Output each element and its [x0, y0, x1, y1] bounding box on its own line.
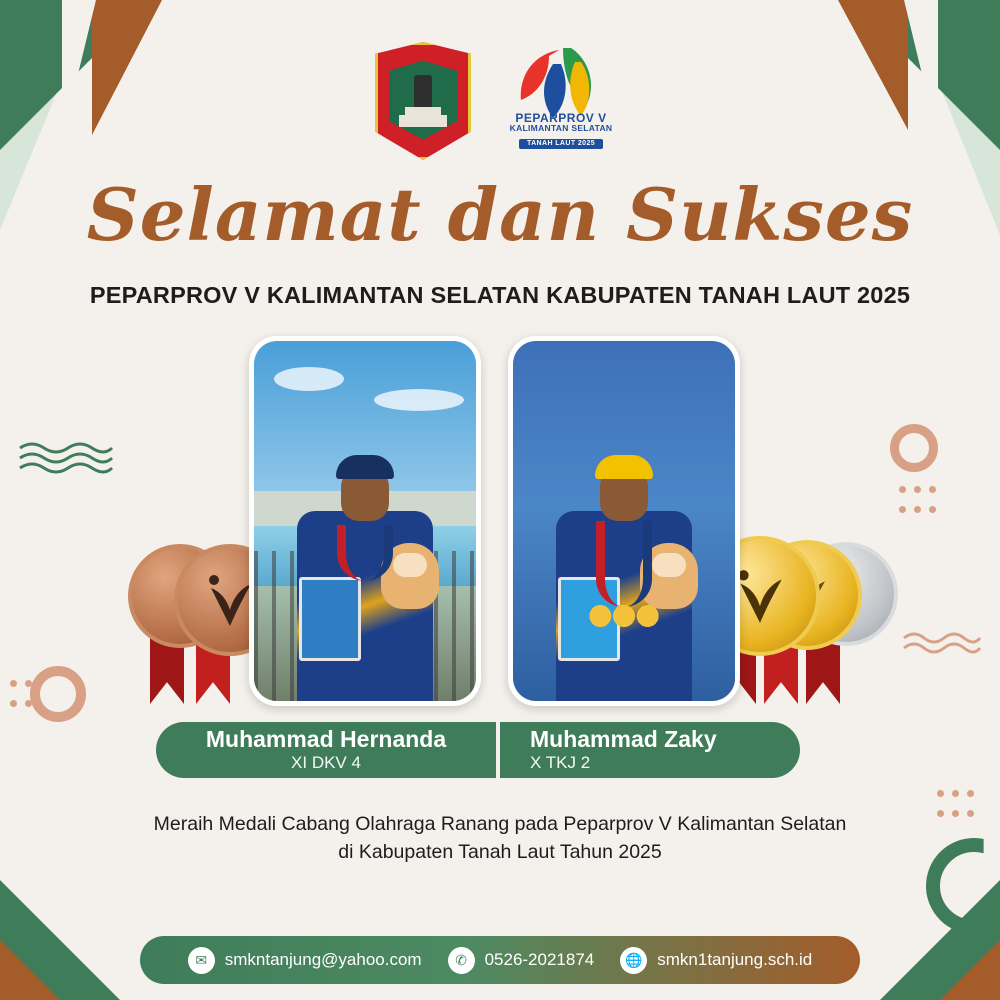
contact-website-text: smkn1tanjung.sch.id: [657, 950, 813, 969]
dot-grid-top-right: [895, 482, 940, 522]
phone-icon: ✆: [448, 947, 475, 974]
description-line-1: Meraih Medali Cabang Olahraga Ranang pada Peparprov V Kalimantan Selatan: [153, 813, 847, 835]
athlete-2-class: X TKJ 2: [530, 753, 591, 773]
contact-phone-text: 0526-2021874: [484, 950, 595, 969]
ring-motif-top-right: [890, 424, 938, 472]
description-line-2: di Kabupaten Tanah Laut Tahun 2025: [338, 841, 662, 864]
envelope-icon: ✉: [188, 947, 215, 974]
globe-icon: 🌐: [620, 947, 647, 974]
paralympic-medal-emblem-gold-icon: [732, 565, 788, 627]
event-subtitle: PEPARPROV V KALIMANTAN SELATAN KABUPATEN TANAH LAUT 2025: [89, 282, 911, 308]
achievement-description: [60, 810, 940, 867]
decor-bottom-right-brown: [940, 940, 1000, 1000]
contact-email-text: smkntanjung@yahoo.com: [224, 950, 422, 969]
athlete-photo-1: [249, 336, 481, 706]
athlete-1-class: XI DKV 4: [291, 753, 361, 773]
dot-grid-bottom-left: [6, 676, 36, 716]
athlete-name-plate-2: [500, 722, 800, 778]
ring-motif-bottom-left: [30, 666, 86, 722]
logo-peparprov-icon: [497, 42, 625, 160]
decor-bottom-left-green: [0, 880, 120, 1000]
decor-bottom-left-brown: [0, 940, 60, 1000]
contact-phone[interactable]: [448, 947, 595, 974]
peparprov-line2: KALIMANTAN SELATAN: [509, 123, 613, 134]
logo-row: [0, 42, 1000, 160]
peparprov-line3: TANAH LAUT 2025: [519, 139, 603, 148]
peparprov-line1: PEPARPROV V: [515, 110, 607, 125]
athlete-1-name: Muhammad Hernanda: [205, 725, 447, 752]
contact-email[interactable]: [188, 947, 422, 974]
athlete-2-name: Muhammad Zaky: [530, 725, 717, 752]
contact-bar: [140, 936, 860, 984]
wave-motif-left-icon: [18, 440, 114, 476]
wave-motif-right-icon: [902, 630, 982, 656]
logo-kabupaten-icon: [375, 42, 471, 160]
athlete-name-plate-1: [156, 722, 496, 778]
page-title: Selamat dan Sukses: [86, 172, 914, 257]
contact-website[interactable]: [620, 947, 812, 974]
athlete-photo-2: [508, 336, 740, 706]
